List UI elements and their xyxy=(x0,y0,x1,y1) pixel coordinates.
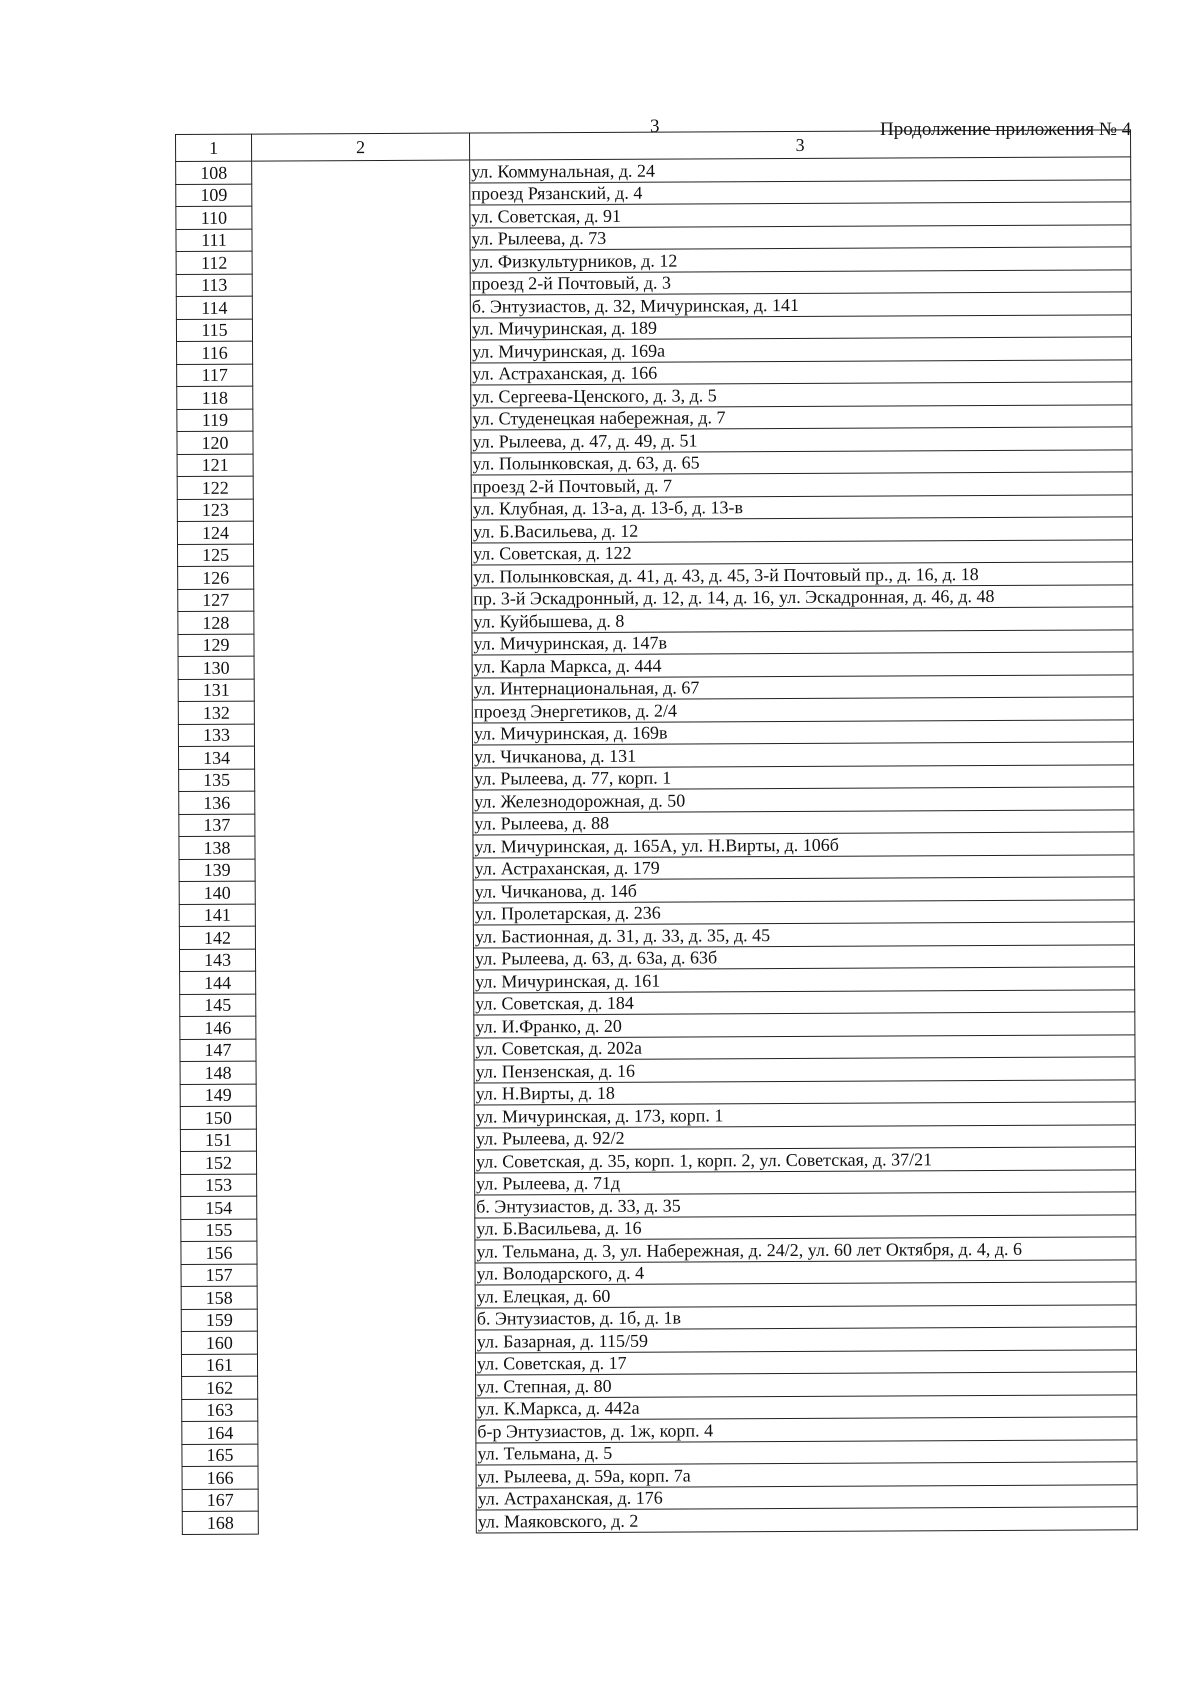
address-cell: ул. Железнодорожная, д. 50 xyxy=(473,787,1134,813)
address-cell: проезд Рязанский, д. 4 xyxy=(470,179,1131,205)
row-number: 115 xyxy=(176,319,252,342)
row-number: 135 xyxy=(179,769,255,792)
address-cell: ул. Студенецкая набережная, д. 7 xyxy=(471,404,1132,430)
address-cell: ул. Мичуринская, д. 169а xyxy=(471,337,1132,363)
address-cell: ул. Маяковского, д. 2 xyxy=(476,1507,1137,1533)
row-number: 153 xyxy=(181,1174,257,1197)
row-number: 142 xyxy=(179,926,255,949)
row-number: 111 xyxy=(176,229,252,252)
row-number: 159 xyxy=(181,1309,257,1332)
address-cell: ул. Пензенская, д. 16 xyxy=(474,1057,1135,1083)
row-number: 134 xyxy=(178,746,254,769)
row-number: 150 xyxy=(180,1106,256,1129)
address-cell: ул. Куйбышева, д. 8 xyxy=(472,607,1133,633)
row-number: 124 xyxy=(177,521,253,544)
row-number: 144 xyxy=(180,971,256,994)
address-cell: б-р Энтузиастов, д. 1ж, корп. 4 xyxy=(476,1417,1137,1443)
address-table xyxy=(175,129,1138,1534)
address-cell: ул. Полынковская, д. 41, д. 43, д. 45, 3-й Почтовый пр., д. 16, д. 18 xyxy=(472,562,1133,588)
address-cell: ул. Тельмана, д. 3, ул. Набережная, д. 24/2, ул. 60 лет Октября, д. 4, д. 6 xyxy=(475,1237,1136,1263)
address-cell: б. Энтузиастов, д. 33, д. 35 xyxy=(475,1192,1136,1218)
row-number: 151 xyxy=(180,1129,256,1152)
address-cell: б. Энтузиастов, д. 32, Мичуринская, д. 141 xyxy=(470,292,1131,318)
row-number: 167 xyxy=(182,1489,258,1512)
row-number: 129 xyxy=(178,634,254,657)
address-cell: ул. Советская, д. 122 xyxy=(472,539,1133,565)
address-cell: ул. Астраханская, д. 166 xyxy=(471,359,1132,385)
row-number: 146 xyxy=(180,1016,256,1039)
address-cell: ул. Б.Васильева, д. 16 xyxy=(475,1214,1136,1240)
row-number: 152 xyxy=(180,1151,256,1174)
row-number: 120 xyxy=(177,431,253,454)
row-number: 155 xyxy=(181,1219,257,1242)
address-cell: ул. Б.Васильева, д. 12 xyxy=(471,517,1132,543)
address-cell: ул. Мичуринская, д. 173, корп. 1 xyxy=(474,1102,1135,1128)
address-cell: ул. Астраханская, д. 179 xyxy=(473,854,1134,880)
address-cell: ул. И.Франко, д. 20 xyxy=(474,1012,1135,1038)
address-cell: ул. Рылеева, д. 92/2 xyxy=(474,1124,1135,1150)
address-cell: ул. Тельмана, д. 5 xyxy=(476,1439,1137,1465)
column-2-cell xyxy=(252,160,477,1534)
row-number: 114 xyxy=(176,296,252,319)
address-cell: ул. Советская, д. 91 xyxy=(470,202,1131,228)
address-cell: пр. 3-й Эскадронный, д. 12, д. 14, д. 16, ул. Эскадронная, д. 46, д. 48 xyxy=(472,584,1133,610)
row-number: 130 xyxy=(178,656,254,679)
address-cell: ул. Чичканова, д. 131 xyxy=(472,742,1133,768)
row-number: 128 xyxy=(178,611,254,634)
row-number: 163 xyxy=(182,1399,258,1422)
row-number: 110 xyxy=(176,206,252,229)
address-cell: ул. Рылеева, д. 77, корп. 1 xyxy=(473,764,1134,790)
row-number: 168 xyxy=(182,1511,258,1534)
address-cell: ул. Н.Вирты, д. 18 xyxy=(474,1079,1135,1105)
address-cell: ул. Физкультурников, д. 12 xyxy=(470,247,1131,273)
row-number: 140 xyxy=(179,881,255,904)
row-number: 161 xyxy=(181,1354,257,1377)
row-number: 116 xyxy=(177,341,253,364)
table-body xyxy=(176,157,1138,1534)
address-cell: ул. Базарная, д. 115/59 xyxy=(475,1327,1136,1353)
address-cell: ул. Рылеева, д. 88 xyxy=(473,809,1134,835)
address-cell: ул. Мичуринская, д. 169в xyxy=(472,719,1133,745)
appendix-continuation-label: Продолжение приложения № 4 xyxy=(880,119,1132,140)
address-cell: ул. Мичуринская, д. 189 xyxy=(470,314,1131,340)
row-number: 158 xyxy=(181,1286,257,1309)
row-number: 156 xyxy=(181,1241,257,1264)
address-cell: ул. К.Маркса, д. 442а xyxy=(476,1394,1137,1420)
address-cell: ул. Рылеева, д. 63, д. 63а, д. 63б xyxy=(473,944,1134,970)
column-header-3: 3 xyxy=(469,130,1130,160)
row-number: 162 xyxy=(182,1376,258,1399)
page-number: 3 xyxy=(650,116,660,137)
document-sheet xyxy=(175,129,1137,1534)
row-number: 165 xyxy=(182,1444,258,1467)
address-cell: ул. Полынковская, д. 63, д. 65 xyxy=(471,449,1132,475)
address-cell: ул. Карла Маркса, д. 444 xyxy=(472,652,1133,678)
row-number: 139 xyxy=(179,859,255,882)
row-number: 125 xyxy=(178,544,254,567)
row-number: 123 xyxy=(177,499,253,522)
row-number: 126 xyxy=(178,566,254,589)
address-cell: ул. Рылеева, д. 71д xyxy=(475,1169,1136,1195)
row-number: 127 xyxy=(178,589,254,612)
address-cell: ул. Астраханская, д. 176 xyxy=(476,1484,1137,1510)
address-cell: ул. Володарского, д. 4 xyxy=(475,1259,1136,1285)
row-number: 148 xyxy=(180,1061,256,1084)
row-number: 160 xyxy=(181,1331,257,1354)
address-cell: ул. Рылеева, д. 59а, корп. 7а xyxy=(476,1462,1137,1488)
row-number: 136 xyxy=(179,791,255,814)
column-header-1: 1 xyxy=(176,134,252,161)
row-number: 166 xyxy=(182,1466,258,1489)
row-number: 138 xyxy=(179,836,255,859)
address-cell: ул. Сергеева-Ценского, д. 3, д. 5 xyxy=(471,382,1132,408)
address-cell: проезд 2-й Почтовый, д. 7 xyxy=(471,472,1132,498)
row-number: 154 xyxy=(181,1196,257,1219)
row-number: 112 xyxy=(176,251,252,274)
address-cell: ул. Степная, д. 80 xyxy=(476,1372,1137,1398)
row-number: 113 xyxy=(176,274,252,297)
address-cell: ул. Пролетарская, д. 236 xyxy=(473,899,1134,925)
address-cell: ул. Советская, д. 17 xyxy=(475,1349,1136,1375)
address-cell: ул. Коммунальная, д. 24 xyxy=(470,157,1131,183)
row-number: 122 xyxy=(177,476,253,499)
row-number: 131 xyxy=(178,679,254,702)
row-number: 133 xyxy=(178,724,254,747)
address-cell: ул. Рылеева, д. 73 xyxy=(470,224,1131,250)
address-cell: ул. Советская, д. 202а xyxy=(474,1034,1135,1060)
row-number: 132 xyxy=(178,701,254,724)
address-cell: ул. Мичуринская, д. 161 xyxy=(474,967,1135,993)
address-cell: ул. Интернациональная, д. 67 xyxy=(472,674,1133,700)
address-cell: ул. Чичканова, д. 14б xyxy=(473,877,1134,903)
row-number: 119 xyxy=(177,409,253,432)
row-number: 164 xyxy=(182,1421,258,1444)
row-number: 157 xyxy=(181,1264,257,1287)
address-cell: ул. Советская, д. 184 xyxy=(474,989,1135,1015)
row-number: 108 xyxy=(176,161,252,184)
address-cell: проезд 2-й Почтовый, д. 3 xyxy=(470,269,1131,295)
address-cell: ул. Рылеева, д. 47, д. 49, д. 51 xyxy=(471,427,1132,453)
address-cell: проезд Энергетиков, д. 2/4 xyxy=(472,697,1133,723)
row-number: 145 xyxy=(180,994,256,1017)
row-number: 137 xyxy=(179,814,255,837)
address-cell: ул. Клубная, д. 13-а, д. 13-б, д. 13-в xyxy=(471,494,1132,520)
address-cell: б. Энтузиастов, д. 1б, д. 1в xyxy=(475,1304,1136,1330)
address-cell: ул. Елецкая, д. 60 xyxy=(475,1282,1136,1308)
address-cell: ул. Бастионная, д. 31, д. 33, д. 35, д. 45 xyxy=(473,922,1134,948)
address-cell: ул. Советская, д. 35, корп. 1, корп. 2, ул. Советская, д. 37/21 xyxy=(474,1147,1135,1173)
row-number: 118 xyxy=(177,386,253,409)
row-number: 149 xyxy=(180,1084,256,1107)
row-number: 147 xyxy=(180,1039,256,1062)
row-number: 109 xyxy=(176,184,252,207)
address-cell: ул. Мичуринская, д. 147в xyxy=(472,629,1133,655)
address-cell: ул. Мичуринская, д. 165А, ул. Н.Вирты, д. 106б xyxy=(473,832,1134,858)
column-header-2: 2 xyxy=(252,133,470,161)
row-number: 141 xyxy=(179,904,255,927)
row-number: 121 xyxy=(177,454,253,477)
row-number: 117 xyxy=(177,364,253,387)
row-number: 143 xyxy=(179,949,255,972)
